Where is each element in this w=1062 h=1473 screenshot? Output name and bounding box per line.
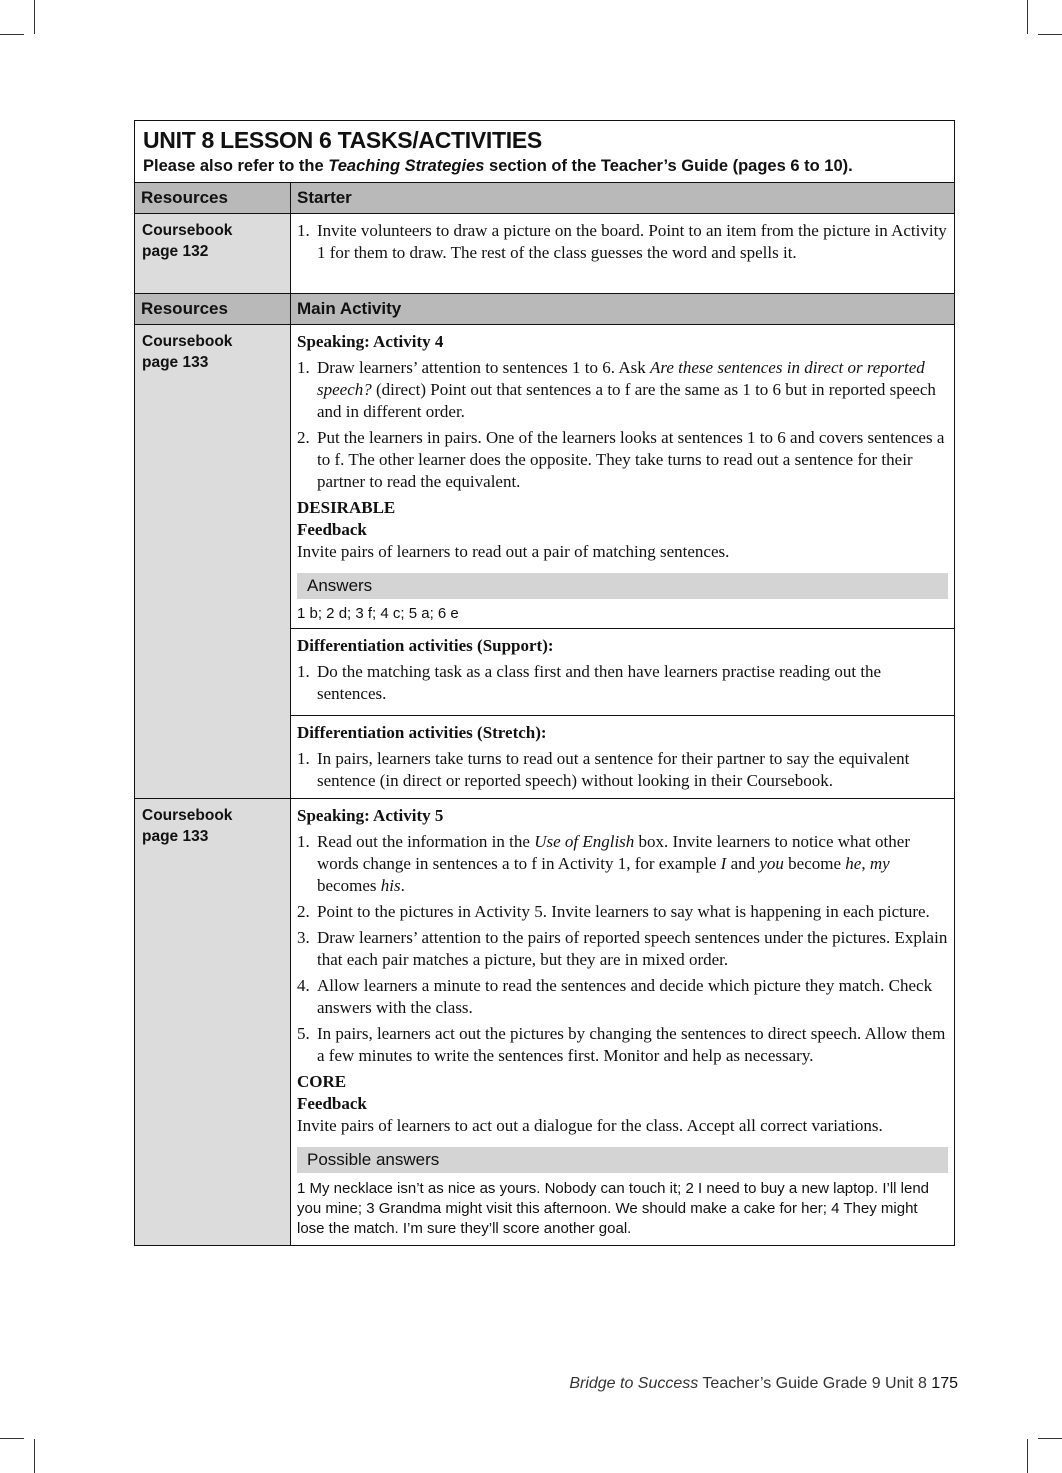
crop-mark (1027, 0, 1028, 34)
possible-answers-bar: Possible answers (297, 1147, 948, 1173)
starter-content (291, 214, 954, 293)
activity-5-content (291, 799, 954, 1245)
crop-mark (1038, 1438, 1062, 1439)
activity-title: Speaking: Activity 5 (297, 806, 444, 825)
crop-mark (0, 1438, 24, 1439)
level-label: DESIRABLE (297, 498, 396, 517)
starter-header-row (135, 183, 954, 214)
starter-resource: Coursebook page 132 (135, 214, 291, 293)
activity-5-resource: Coursebook page 133 (135, 799, 291, 1245)
main-header-row (135, 294, 954, 325)
starter-heading: Starter (291, 183, 954, 213)
stretch-section: Differentiation activities (Stretch): 1. In pairs, learners take turns to read out a sentence for their partner to say the equivalent sentence (in direct or reported speech) without looking in their Coursebook. (291, 715, 954, 798)
answers-bar: Answers (297, 573, 948, 599)
feedback-label: Feedback (297, 520, 367, 539)
lesson-header (135, 121, 954, 183)
activity-4-content (291, 325, 954, 798)
main-activity-heading: Main Activity (291, 294, 954, 324)
list-item: 1. Invite volunteers to draw a picture on the board. Point to an item from the picture in Activity 1 for them to draw. The rest of the class guesses the word and spells it. (297, 221, 947, 262)
list-item: 4. Allow learners a minute to read the sentences and decide which picture they match. Check answers with the class. (297, 976, 933, 1017)
list-item: 1. Do the matching task as a class first and then have learners practise reading out the sentences. (297, 662, 882, 703)
crop-mark (1038, 34, 1062, 35)
answers-text: 1 b; 2 d; 3 f; 4 c; 5 a; 6 e (297, 605, 459, 622)
starter-row (135, 214, 954, 294)
resources-heading: Resources (135, 294, 291, 324)
lesson-table (134, 120, 955, 1246)
activity-title: Speaking: Activity 4 (297, 332, 444, 351)
feedback-text: Invite pairs of learners to act out a dialogue for the class. Accept all correct variations. (297, 1116, 883, 1135)
feedback-text: Invite pairs of learners to read out a pair of matching sentences. (297, 542, 730, 561)
support-section: Differentiation activities (Support): 1. Do the matching task as a class first and then have learners practise reading out the sentences. (291, 628, 954, 715)
list-item: 1. In pairs, learners take turns to read out a sentence for their partner to say the equivalent sentence (in direct or reported speech) without looking in their Coursebook. (297, 749, 910, 790)
crop-mark (0, 34, 24, 35)
crop-mark (34, 0, 35, 34)
level-label: CORE (297, 1072, 347, 1091)
page-subtitle: Please also refer to the Teaching Strategies section of the Teacher’s Guide (pages 6 to 10). (143, 157, 853, 175)
list-item: 1. Read out the information in the Use of English box. Invite learners to notice what other words change in sentences a to f in Activity 1, for example I and you become he, my becomes his. (297, 832, 910, 895)
list-item: 1. Draw learners’ attention to sentences 1 to 6. Ask Are these sentences in direct or reported speech? (direct) Point out that sentences a to f are the same as 1 to 6 but in reported speech and in different order. (297, 358, 936, 421)
list-item: 3. Draw learners’ attention to the pairs of reported speech sentences under the pictures. Explain that each pair matches a picture, but they are in mixed order. (297, 928, 948, 969)
resources-heading: Resources (135, 183, 291, 213)
list-item: 2. Put the learners in pairs. One of the learners looks at sentences 1 to 6 and covers sentences a to f. The other learner does the opposite. They take turns to read out a sentence for their partner to read the equivalent. (297, 428, 945, 491)
page-number: 175 (931, 1375, 958, 1392)
list-item: 2. Point to the pictures in Activity 5. Invite learners to say what is happening in each picture. (297, 902, 930, 921)
activity-4-row (135, 325, 954, 799)
list-item: 5. In pairs, learners act out the pictures by changing the sentences to direct speech. Allow them a few minutes to write the sentences first. Monitor and help as necessary. (297, 1024, 946, 1065)
activity-4-resource: Coursebook page 133 (135, 325, 291, 798)
possible-answers-text: 1 My necklace isn’t as nice as yours. Nobody can touch it; 2 I need to buy a new laptop. I’ll lend you mine; 3 Grandma might visit this afternoon. We should make a cake for her; 4 They might lose the match. I’m sure they’ll score another goal. (297, 1180, 930, 1237)
crop-mark (1027, 1439, 1028, 1473)
feedback-label: Feedback (297, 1094, 367, 1113)
activity-5-row (135, 799, 954, 1245)
page-footer: Bridge to Success Teacher’s Guide Grade 9 Unit 8 175 (569, 1375, 958, 1392)
page-title: UNIT 8 LESSON 6 TASKS/ACTIVITIES (143, 127, 542, 153)
crop-mark (34, 1439, 35, 1473)
